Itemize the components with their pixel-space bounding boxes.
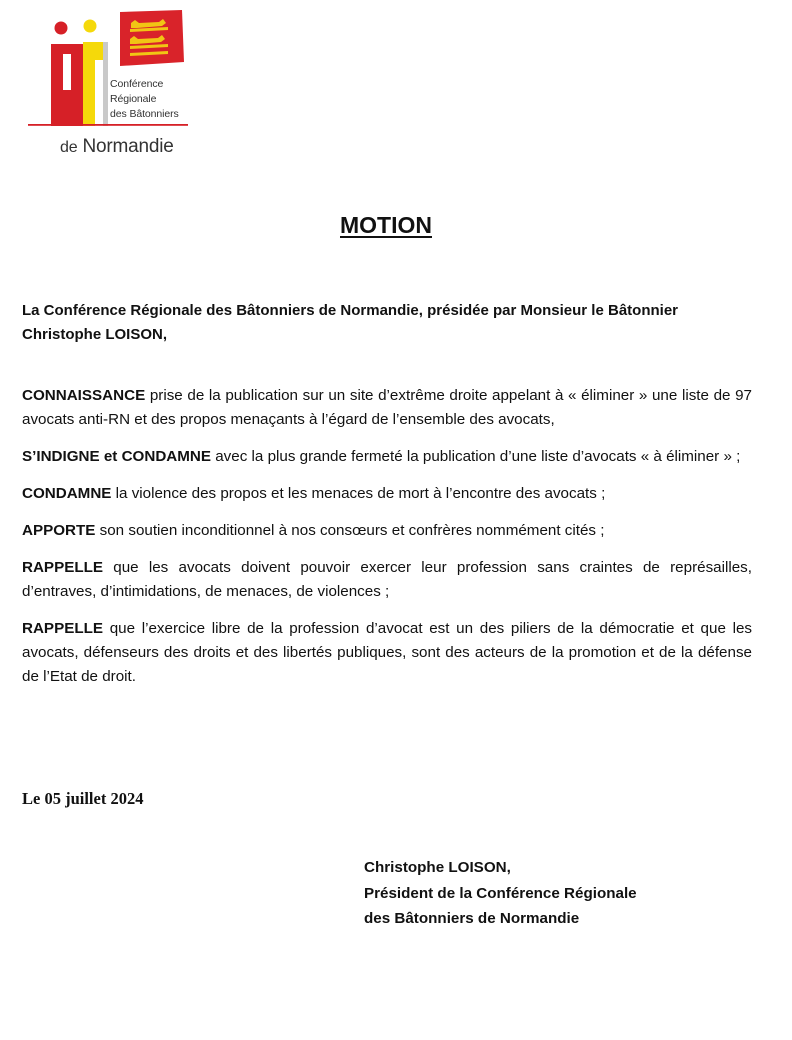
signatory-name: Christophe LOISON,	[364, 859, 511, 876]
logo-region-prefix: de	[60, 139, 78, 156]
paragraph-text: que l’exercice libre de la profession d’avocat est un des piliers de la démocratie et que les avocats, défenseurs des droits et des libertés publiques, sont des acteurs de la promotion et de la défense de l’Etat de droit.	[22, 620, 752, 685]
motion-date: Le 05 juillet 2024	[22, 789, 144, 808]
paragraph-condamne	[22, 482, 752, 506]
logo-text-line3: des Bâtonniers	[110, 108, 179, 120]
paragraph-text: prise de la publication sur un site d’extrême droite appelant à « éliminer » une liste de 97 avocats anti-RN et des propos menaçants à l’égard de l’ensemble des avocats,	[22, 387, 752, 428]
paragraph-text: avec la plus grande fermeté la publication d’une liste d’avocats « à éliminer » ;	[211, 448, 741, 465]
paragraph-text: son soutien inconditionnel à nos consœurs et confrères nommément cités ;	[95, 522, 605, 539]
page-title: MOTION	[340, 212, 432, 238]
signature-block	[364, 855, 637, 932]
paragraph-text: que les avocats doivent pouvoir exercer leur profession sans craintes de représailles, d’entraves, d’intimidations, de menaces, de violences ;	[22, 559, 752, 600]
paragraph-rappelle-2	[22, 617, 752, 689]
logo-text-line1: Conférence	[110, 78, 164, 90]
logo-region	[60, 136, 174, 158]
signatory-role-line1: Président de la Conférence Régionale	[364, 884, 637, 902]
paragraph-lead: CONDAMNE	[22, 485, 112, 502]
intro-paragraph: La Conférence Régionale des Bâtonniers de Normandie, présidée par Monsieur le Bâtonnier Christophe LOISON,	[22, 302, 678, 343]
logo-region-name: Normandie	[82, 136, 174, 157]
normandy-flag-icon	[120, 10, 184, 66]
motion-body	[22, 299, 752, 702]
paragraph-lead: RAPPELLE	[22, 620, 104, 637]
signatory-role-line2: des Bâtonniers de Normandie	[364, 910, 580, 927]
paragraph-rappelle-1	[22, 556, 752, 604]
conference-logo	[22, 6, 212, 166]
paragraph-lead: CONNAISSANCE	[22, 387, 146, 404]
paragraph-indigne	[22, 445, 752, 469]
paragraph-lead: APPORTE	[22, 522, 96, 539]
paragraph-lead: RAPPELLE	[22, 559, 104, 576]
paragraph-connaissance	[22, 384, 752, 432]
paragraph-text: la violence des propos et les menaces de mort à l’encontre des avocats ;	[111, 485, 606, 502]
paragraph-lead: S’INDIGNE et CONDAMNE	[22, 448, 212, 465]
paragraph-apporte	[22, 519, 752, 543]
logo-text-line2: Régionale	[110, 93, 157, 105]
